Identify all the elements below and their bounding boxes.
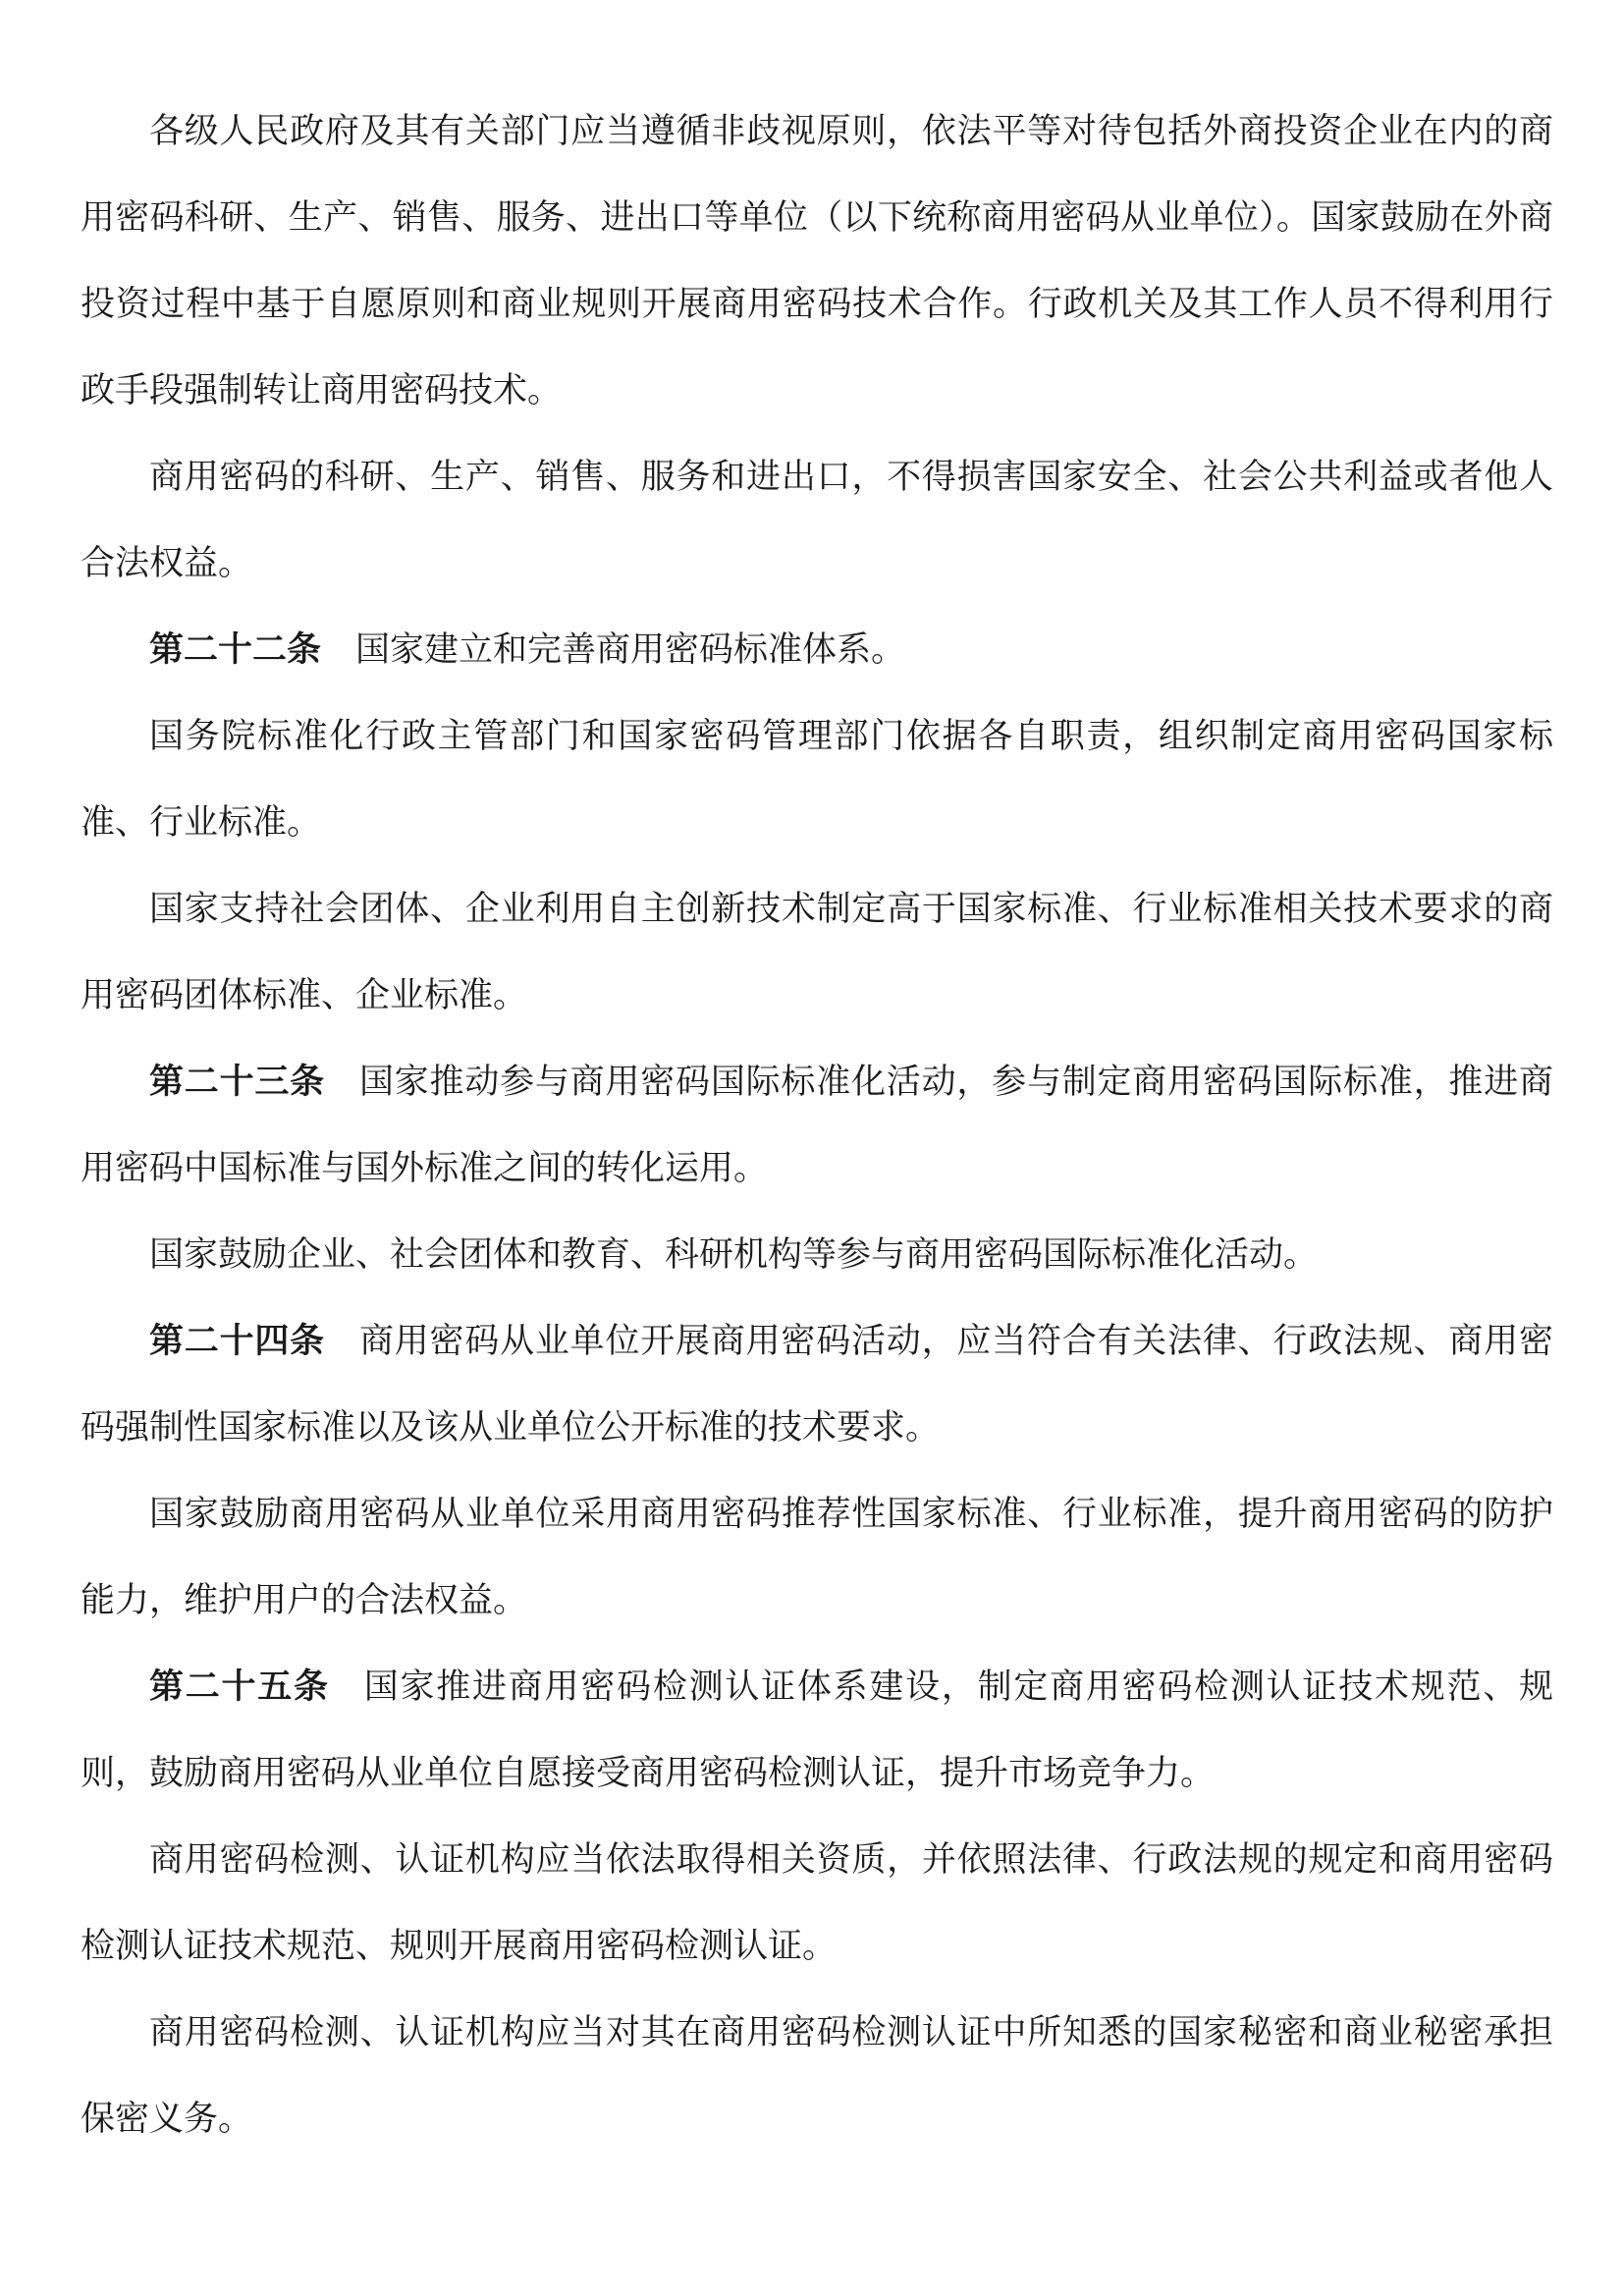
- article-number: 第二十四条: [149, 1322, 325, 1361]
- paragraph-text: 国家推进商用密码检测认证体系建设，制定商用密码检测认证技术规范、规则，鼓励商用密码从业单位自愿接受商用密码检测认证，提升市场竞争力。: [81, 1667, 1553, 1793]
- article-paragraph: [81, 607, 1553, 693]
- paragraph: [81, 1990, 1553, 2162]
- article-number: 第二十二条: [149, 630, 322, 670]
- paragraph: [81, 866, 1553, 1039]
- article-number: 第二十五条: [149, 1667, 330, 1707]
- article-number: 第二十三条: [149, 1063, 325, 1102]
- article-paragraph: [81, 1039, 1553, 1212]
- paragraph-text: 国家鼓励企业、社会团体和教育、科研机构等参与商用密码国际标准化活动。: [149, 1235, 1319, 1275]
- paragraph-text: 商用密码从业单位开展商用密码活动，应当符合有关法律、行政法规、商用密码强制性国家标准以及该从业单位公开标准的技术要求。: [81, 1322, 1553, 1448]
- paragraph-text: 国家推动参与商用密码国际标准化活动，参与制定商用密码国际标准，推进商用密码中国标准与国外标准之间的转化运用。: [81, 1063, 1553, 1188]
- paragraph-text: 商用密码检测、认证机构应当对其在商用密码检测认证中所知悉的国家秘密和商业秘密承担保密义务。: [81, 2013, 1553, 2139]
- article-paragraph: [81, 1644, 1553, 1817]
- paragraph: [81, 1212, 1553, 1298]
- paragraph-text: 国务院标准化行政主管部门和国家密码管理部门依据各自职责，组织制定商用密码国家标准、行业标准。: [81, 717, 1553, 843]
- document-page: [81, 88, 1553, 2162]
- paragraph: [81, 434, 1553, 607]
- paragraph: [81, 693, 1553, 866]
- paragraph-text: 商用密码检测、认证机构应当依法取得相关资质，并依照法律、行政法规的规定和商用密码检测认证技术规范、规则开展商用密码检测认证。: [81, 1840, 1553, 1966]
- paragraph-text: 商用密码的科研、生产、销售、服务和进出口，不得损害国家安全、社会公共利益或者他人合法权益。: [81, 458, 1553, 583]
- paragraph-text: 各级人民政府及其有关部门应当遵循非歧视原则，依法平等对待包括外商投资企业在内的商用密码科研、生产、销售、服务、进出口等单位（以下统称商用密码从业单位）。国家鼓励在外商投资过程中基于自愿原则和商业规则开展商用密码技术合作。行政机关及其工作人员不得利用行政手段强制转让商用密码技术。: [81, 112, 1553, 410]
- paragraph: [81, 1471, 1553, 1644]
- article-paragraph: [81, 1298, 1553, 1471]
- paragraph: [81, 1817, 1553, 1990]
- paragraph-text: 国家建立和完善商用密码标准体系。: [355, 630, 906, 670]
- paragraph-text: 国家鼓励商用密码从业单位采用商用密码推荐性国家标准、行业标准，提升商用密码的防护能力，维护用户的合法权益。: [81, 1495, 1553, 1620]
- paragraph: [81, 88, 1553, 434]
- paragraph-text: 国家支持社会团体、企业利用自主创新技术制定高于国家标准、行业标准相关技术要求的商用密码团体标准、企业标准。: [81, 890, 1553, 1015]
